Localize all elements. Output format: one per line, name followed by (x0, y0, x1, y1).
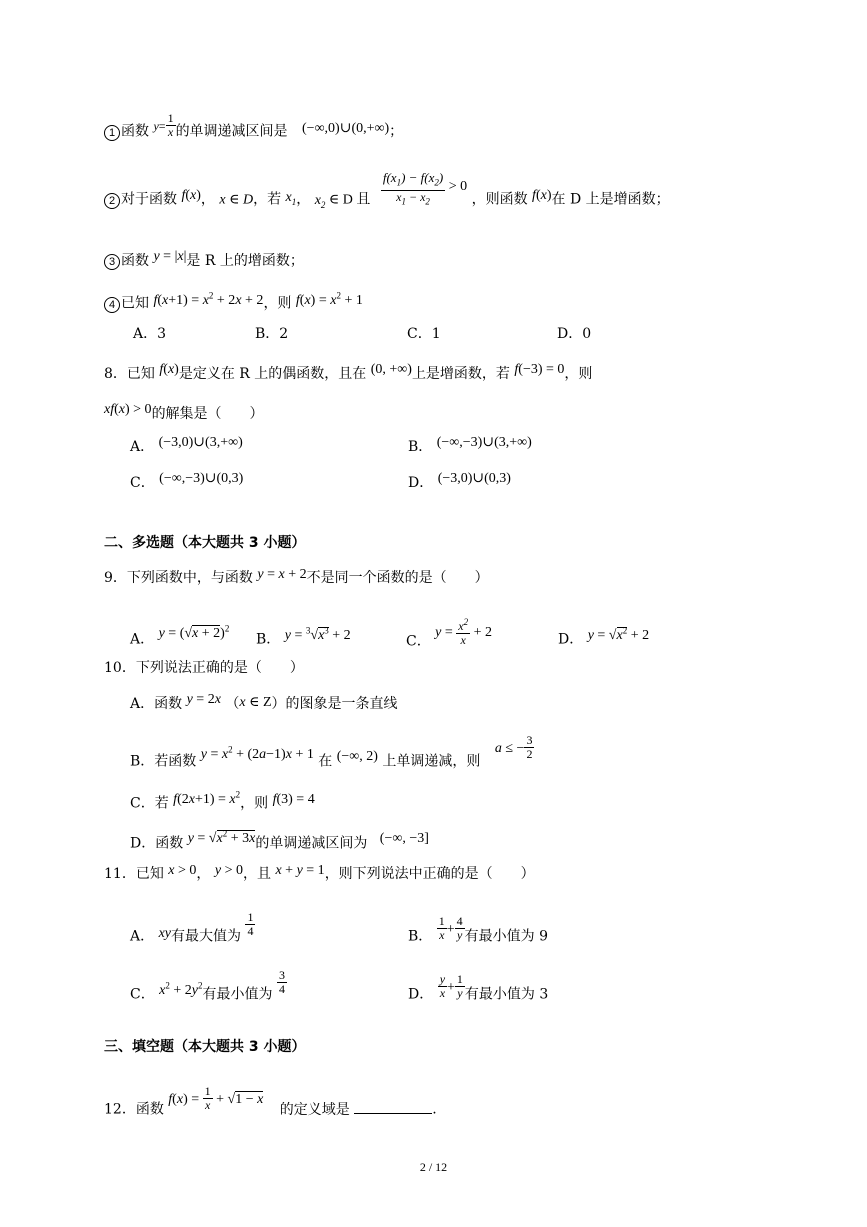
func-y: y (153, 118, 159, 133)
q9-option-d: D． $y = √x^2 + 2$ (558, 625, 650, 648)
q7-option-a: A．3 (133, 326, 167, 342)
q7-option-c: C．1 (407, 326, 441, 342)
q11-stem: 11．已知 x > 0， y > 0，且 x + y = 1，则下列说法中正确的是（ ） (104, 863, 535, 882)
q8-stem-line1: 8．已知 f(x)是定义在 R 上的偶函数，且在 (0, +∞)上是增函数，若 f(−3) = 0，则 (104, 362, 593, 382)
math-fx: f (159, 362, 164, 377)
q7-option-b: B．2 (255, 326, 289, 342)
q11-option-c: C． $x^2 + 2y^2$有最小值为 $\frac{3}{4}$ (130, 968, 285, 1003)
math-abs-x: y (153, 249, 160, 264)
math-fx-result: f (295, 292, 300, 308)
circle-number-1: 1 (104, 125, 120, 141)
q8-option-d: D． (−3,0)∪(0,3) (408, 471, 511, 491)
q11-option-d: D． $\frac{y}{x}$ + $\frac{1}{y}$ 有最小值为 3 (408, 972, 549, 1003)
q7-option-d: D．0 (557, 326, 592, 342)
q8-option-c: C． (−∞,−3)∪(0,3) (130, 471, 244, 491)
math-f-neg3: f (514, 362, 519, 377)
q12-stem: 12．函数 f(x) = $\frac{1}{x}$ + √1 − x 的定义域是 . (104, 1084, 437, 1118)
statement-2: 2 对于函数 f(x)， x ∈ D，若 $x_1$， $x_2$ ∈ D 且 $\frac{f(x_1) - f(x_2)}{x_1 - x_2}$ > 0 ，则函数 f(x)在 D 上是增函数； (104, 181, 670, 218)
statement-1: 1 函数 y= $\frac{1}{x}$ 的单调递减区间是 (−∞,0)∪(0,+∞)； (104, 118, 403, 145)
math-fx-2: f (532, 187, 536, 203)
math-x1: $x_1$ (285, 189, 297, 207)
q8-option-a: A． (−3,0)∪(3,+∞) (130, 435, 243, 455)
circle-number-2: 2 (104, 193, 120, 209)
section-heading-multi-choice: 二、多选题（本大题共 3 小题） (104, 535, 306, 551)
statement-4: 4 已知 $f(x+1) = x^2 + 2x + 2$，则 $f(x) = x^2 + 1$ (104, 290, 363, 314)
q9-option-c: C． y = $\frac{x^2}{x}$ + 2 (406, 617, 493, 650)
page-number: 2 / 12 (419, 1160, 448, 1174)
q10-option-c: C．若 $f(2x+1) = x^2$，则 f(3) = 4 (130, 789, 315, 812)
difference-quotient: $\frac{f(x_1) - f(x_2)}{x_1 - x_2}$ (382, 170, 444, 206)
q9-option-a: A． $y = (√x + 2)^2$ (130, 623, 230, 648)
q11-option-a: A． xy有最大值为 $\frac{1}{4}$ (130, 910, 254, 945)
interval-math: (−∞,0)∪(0,+∞) (302, 120, 390, 136)
math-interval-0-inf: (0, +∞) (370, 362, 412, 377)
answer-blank[interactable] (354, 1099, 432, 1114)
q10-stem: 10．下列说法正确的是（ ） (104, 660, 304, 676)
circle-number-4: 4 (104, 297, 120, 313)
math-fx-plus-1: f (153, 292, 158, 308)
math-x2-in-d: $x_2$ (314, 192, 326, 210)
q10-option-a: A．函数 y = 2x （x ∈ Z）的图象是一条直线 (130, 692, 398, 712)
math-xfx-gt-0: xf (104, 402, 115, 417)
q10-option-d: D．函数 $y = √x^2 + 3x$的单调递减区间为 (−∞, −3] (130, 828, 429, 852)
statement-3: 3 函数 y = |x|是 R 上的增函数； (104, 252, 304, 271)
q9-stem: 9．下列函数中，与函数 y = x + 2不是同一个函数的是（ ） (104, 567, 489, 586)
q8-option-b: B． (−∞,−3)∪(3,+∞) (408, 435, 532, 455)
circle-number-3: 3 (104, 254, 120, 270)
q8-stem-line2: xf(x) > 0的解集是（ ） (104, 402, 264, 422)
q11-option-b: B． $\frac{1}{x}$ + $\frac{4}{y}$ 有最小值为 9 (408, 914, 549, 945)
section-heading-fill-blank: 三、填空题（本大题共 3 小题） (104, 1039, 306, 1055)
q10-option-b: B．若函数 $y = x^2 + (2a-1)x + 1$ 在 (−∞, 2) 上单调递减，则 a ≤ − $\frac{3}{2}$ (130, 733, 533, 770)
q9-option-b: B． $y = ^3√x^3 + 2$ (256, 625, 351, 648)
math-x-in-d: x (219, 192, 226, 208)
math-fx: f (181, 187, 186, 203)
fraction-1-over-x: $\frac{1}{x}$ (167, 111, 174, 139)
math-y-x-plus-2: y (257, 567, 264, 582)
